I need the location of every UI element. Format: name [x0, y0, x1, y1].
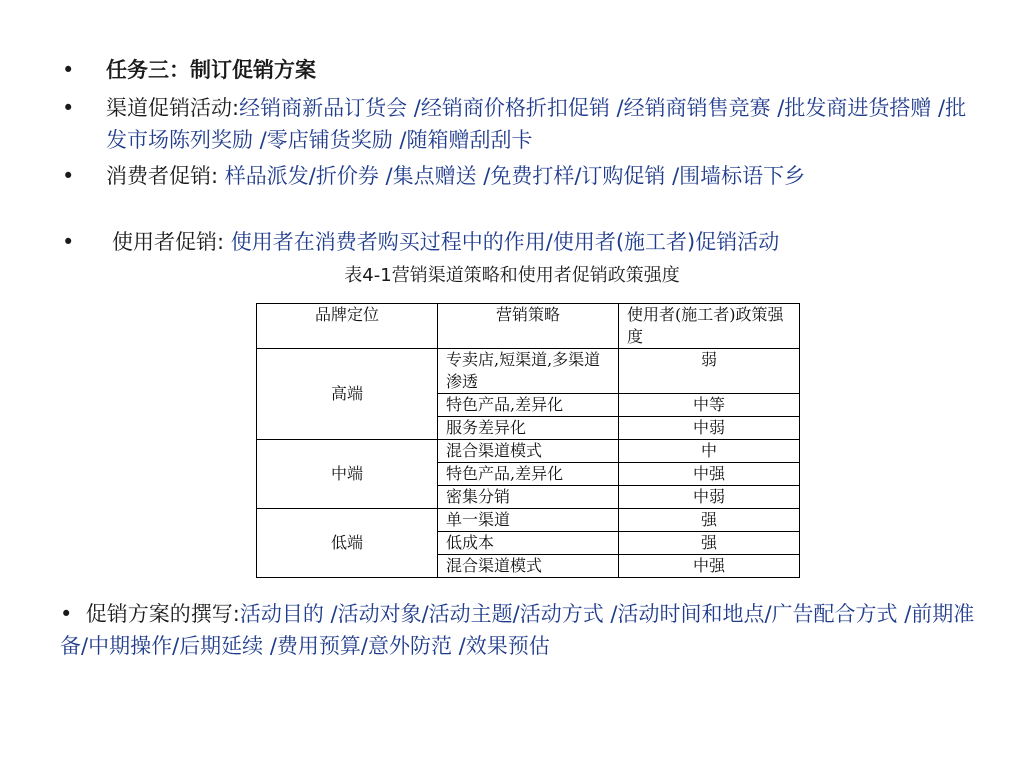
- bullet-task-three: [62, 54, 982, 86]
- table-row: [257, 349, 800, 394]
- bullet-dot-icon: •: [62, 230, 75, 254]
- strategy-cell: 混合渠道模式: [438, 555, 619, 578]
- user-promotion-text: [62, 226, 982, 258]
- position-cell: 低端: [257, 509, 438, 578]
- plan-writing-label: 促销方案的撰写:: [85, 602, 240, 626]
- header-marketing-strategy: 营销策略: [438, 304, 619, 349]
- strength-cell: 中强: [619, 555, 800, 578]
- table-header-row: [257, 304, 800, 349]
- strength-cell: 中强: [619, 463, 800, 486]
- strength-cell: 中弱: [619, 486, 800, 509]
- strategy-cell: 混合渠道模式: [438, 440, 619, 463]
- bullet-dot-icon: •: [60, 602, 73, 626]
- plan-writing-items: 活动目的 /活动对象/活动主题/活动方式 /活动时间和地点/广告配合方式 /前期准备/中期操作/后期延续 /费用预算/意外防范 /效果预估: [60, 602, 975, 658]
- consumer-promotion-text: [62, 160, 982, 192]
- strategy-cell: 低成本: [438, 532, 619, 555]
- strategy-cell: 密集分销: [438, 486, 619, 509]
- bullet-dot-icon: •: [62, 96, 75, 120]
- table-row: [257, 440, 800, 463]
- bullet-user-promotion: [62, 226, 982, 258]
- table-row: [257, 509, 800, 532]
- strategy-cell: 特色产品,差异化: [438, 463, 619, 486]
- channel-promotion-text: [62, 92, 982, 156]
- strategy-table: [256, 303, 800, 578]
- strength-cell: 强: [619, 509, 800, 532]
- bullet-dot-icon: •: [62, 164, 75, 188]
- channel-promotion-label: 渠道促销活动:: [106, 96, 240, 120]
- consumer-promotion-label: 消费者促销:: [106, 164, 225, 188]
- user-promotion-label: 使用者促销:: [112, 230, 231, 254]
- strength-cell: 强: [619, 532, 800, 555]
- header-policy-strength: 使用者(施工者)政策强度: [619, 304, 800, 349]
- position-cell: 高端: [257, 349, 438, 440]
- consumer-promotion-items: 样品派发/折价券 /集点赠送 /免费打样/订购促销 /围墙标语下乡: [224, 164, 806, 188]
- strategy-cell: 专卖店,短渠道,多渠道渗透: [438, 349, 619, 394]
- position-cell: 中端: [257, 440, 438, 509]
- bullet-dot-icon: •: [62, 58, 75, 82]
- strategy-cell: 特色产品,差异化: [438, 394, 619, 417]
- task-title: 任务三：制订促销方案: [106, 58, 316, 82]
- header-brand-position: 品牌定位: [257, 304, 438, 349]
- strength-cell: 弱: [619, 349, 800, 394]
- bullet-channel-promotion: [62, 92, 982, 156]
- strength-cell: 中: [619, 440, 800, 463]
- table-caption: 表4-1营销渠道策略和使用者促销政策强度: [344, 265, 680, 286]
- user-promotion-items: 使用者在消费者购买过程中的作用/使用者(施工者)促销活动: [230, 230, 780, 254]
- bullet-consumer-promotion: [62, 160, 982, 192]
- channel-promotion-items: 经销商新品订货会 /经销商价格折扣促销 /经销商销售竞赛 /批发商进货搭赠 /批发市场陈列奖励 /零店铺货奖励 /随箱赠刮刮卡: [106, 96, 967, 152]
- strategy-cell: 单一渠道: [438, 509, 619, 532]
- strength-cell: 中弱: [619, 417, 800, 440]
- strength-cell: 中等: [619, 394, 800, 417]
- bullet-plan-writing: [60, 598, 990, 662]
- strategy-cell: 服务差异化: [438, 417, 619, 440]
